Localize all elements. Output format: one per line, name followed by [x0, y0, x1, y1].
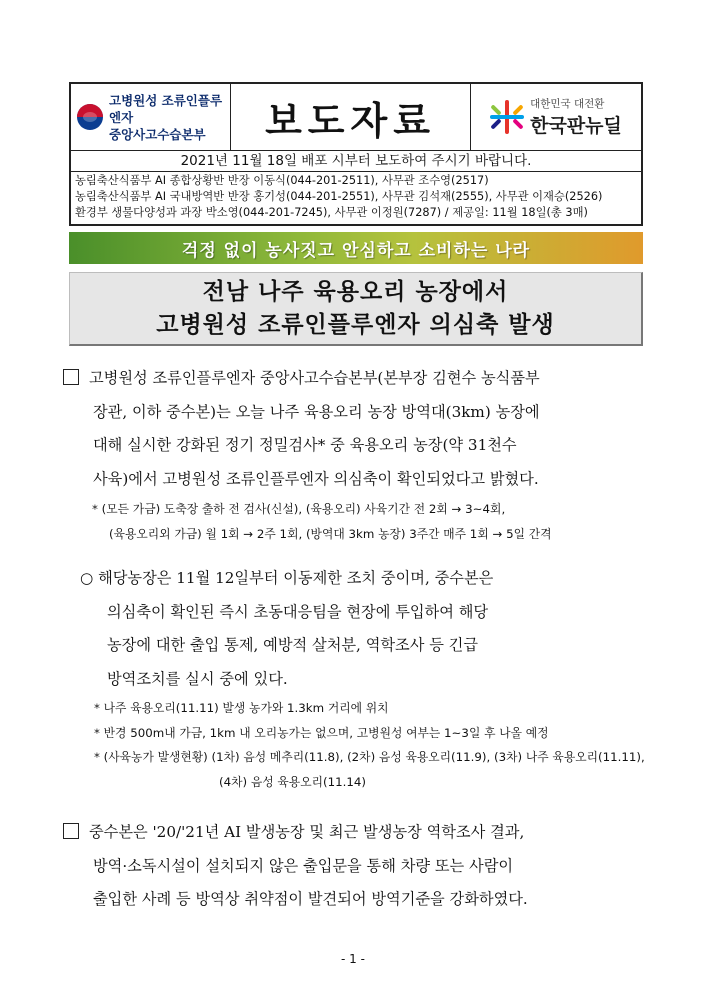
banner-slogan: 걱정 없이 농사짓고 안심하고 소비하는 나라: [181, 240, 531, 261]
doc-type-title: 보도자료: [265, 98, 436, 143]
square-bullet-icon: [63, 369, 79, 385]
paragraph-line: ○ 해당농장은 11월 12일부터 이동제한 조치 중이며, 중수본은: [80, 569, 494, 587]
contact-line: 농림축산식품부 AI 국내방역반 반장 홍기성(044-201-2551), 사무관 김석재(2555), 사무관 이재승(2526): [75, 190, 603, 203]
paragraph-line: 의심축이 확인된 즉시 초동대응팀을 현장에 투입하여 해당: [107, 602, 489, 621]
contact-line: 환경부 생물다양성과 과장 박소영(044-201-7245), 사무관 이정원(7287) / 제공일: 11월 18일(총 3매): [75, 206, 588, 219]
header-top-row: [71, 84, 641, 151]
korean-new-deal-logo: [471, 84, 641, 150]
paragraph-line: 중수본은 '20/'21년 AI 발생농장 및 최근 발생농장 역학조사 결과,: [63, 816, 653, 850]
section1-notes: [92, 497, 652, 546]
subject-box: [69, 272, 643, 346]
paragraph-line: 대해 실시한 강화된 정기 정밀검사* 중 육용오리 농장(약 31천수: [93, 436, 517, 454]
section2-notes: [94, 696, 650, 794]
org-name-line1: 고병원성 조류인플루엔자: [109, 92, 223, 125]
org-logo-block: [71, 84, 231, 150]
footnote-line: * (모든 가금) 도축장 출하 전 검사(신설), (육용오리) 사육기간 전 2회 → 3~4회,: [92, 502, 506, 516]
org-name: [109, 92, 230, 143]
section1-paragraph: [63, 362, 653, 496]
footnote-line: * 나주 육용오리(11.11) 발생 농가와 1.3km 거리에 위치: [94, 701, 389, 715]
paragraph-line: 사육)에서 고병원성 조류인플루엔자 의심축이 확인되었다고 밝혔다.: [93, 469, 539, 488]
embargo-notice: 2021년 11월 18일 배포 시부터 보도하여 주시기 바랍니다.: [71, 151, 641, 172]
footnote-line: * 반경 500m내 가금, 1km 내 오리농가는 없으며, 고병원성 여부는 1~3일 후 나올 예정: [94, 725, 549, 740]
footnote-line: (4차) 음성 육용오리(11.14): [219, 774, 366, 789]
section2-paragraph: [80, 562, 653, 696]
new-deal-icon: [490, 100, 524, 134]
press-release-header: [69, 82, 643, 226]
footnote-line: (육용오리외 가금) 월 1회 → 2주 1회, (방역대 3km 농장) 3주간 매주 1회 → 5일 간격: [109, 526, 552, 541]
contact-line: 농림축산식품부 AI 종합상황반 반장 이동식(044-201-2511), 사무관 조수영(2517): [75, 174, 489, 187]
square-bullet-icon: [63, 823, 79, 839]
section3-paragraph: [63, 816, 653, 917]
paragraph-line: 장관, 이하 중수본)는 오늘 나주 육용오리 농장 방역대(3km) 농장에: [93, 402, 540, 421]
footnote-line: * (사육농가 발생현황) (1차) 음성 메추리(11.8), (2차) 음성 육용오리(11.9), (3차) 나주 육용오리(11.11),: [94, 750, 645, 764]
brand-slogan: 대한민국 대전환: [530, 98, 605, 110]
paragraph-line: 출입한 사례 등 방역상 취약점이 발견되어 방역기준을 강화하였다.: [93, 890, 528, 908]
slogan-banner: [69, 232, 643, 264]
paragraph-line: 방역·소독시설이 설치되지 않은 출입문을 통해 차량 또는 사람이: [93, 856, 514, 875]
subject-line2: 고병원성 조류인플루엔자 의심축 발생: [156, 311, 555, 338]
doc-type-cell: [231, 84, 471, 150]
brand-name: 한국판뉴딜: [530, 115, 622, 137]
paragraph-line: 방역조치를 실시 중에 있다.: [107, 669, 288, 688]
paragraph-line: 농장에 대한 출입 통제, 예방적 살처분, 역학조사 등 긴급: [107, 636, 479, 654]
contacts-block: [71, 172, 641, 222]
government-emblem-icon: [77, 104, 103, 130]
paragraph-line: 고병원성 조류인플루엔자 중앙사고수습본부(본부장 김현수 농식품부: [63, 362, 653, 396]
subject-line1: 전남 나주 육용오리 농장에서: [202, 278, 509, 305]
page-number: - 1 -: [341, 952, 365, 966]
org-name-line2: 중앙사고수습본부: [109, 126, 206, 142]
